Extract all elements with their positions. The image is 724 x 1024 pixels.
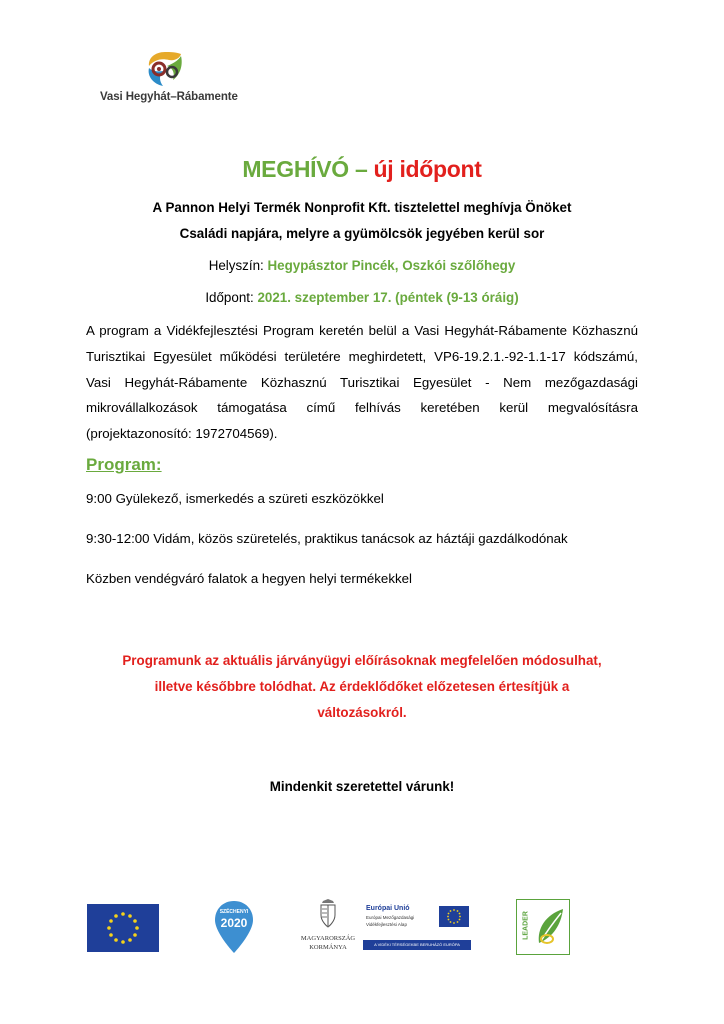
time-line — [0, 290, 724, 305]
eu-fund-banner: A VIDÉKI TÉRSÉGEKBE BERUHÁZÓ EURÓPA — [363, 940, 471, 950]
eu-fund-sub-1: Európai Mezőgazdasági — [366, 915, 415, 920]
szechenyi-year: 2020 — [220, 916, 248, 930]
notice-line-2: illetve későbbre tolódhat. Az érdeklődőket előzetesen értesítjük a — [154, 678, 570, 694]
location-label: Helyszín: — [208, 258, 264, 273]
coat-of-arms-icon — [318, 899, 338, 929]
intro-line-2: Családi napjára, melyre a gyümölcsök jegyében kerül sor — [179, 226, 545, 241]
location-line — [0, 258, 724, 273]
eu-flag-icon — [87, 904, 159, 952]
logo-text: Vasi Hegyhát–Rábamente — [100, 91, 238, 103]
notice-text — [0, 648, 724, 725]
government-line-2: KORMÁNYA — [309, 944, 347, 951]
eu-agricultural-fund-logo — [363, 902, 471, 954]
notice-line-3: változásokról. — [317, 704, 407, 720]
time-label: Időpont: — [205, 290, 254, 305]
szechenyi-2020-logo — [213, 899, 255, 955]
eu-fund-sub-2: Vidékfejlesztési Alap — [366, 922, 407, 927]
hungarian-government-logo — [298, 899, 358, 957]
eu-flag-small-icon — [439, 906, 469, 927]
intro-line-1: A Pannon Helyi Termék Nonprofit Kft. tisztelettel meghívja Önöket — [152, 200, 572, 215]
government-line-1: MAGYARORSZÁG — [300, 935, 356, 942]
title-main: MEGHÍVÓ – — [242, 156, 368, 182]
eu-fund-title: Európai Unió — [366, 905, 410, 912]
description-paragraph: A program a Vidékfejlesztési Program keretén belül a Vasi Hegyhát-Rábamente Közhasznú Turisztikai Egyesület működési területére meghirdetett, VP6-19.2.1.-92-1.1-17 kódszámú, Vasi Hegyhát-Rábamente Közhasznú Turisztikai Egyesület - Nem mezőgazdasági mikrovállalkozások támogatása című felhívás keretében kerül megvalósításra (projektazonosító: 1972704569). — [86, 323, 638, 442]
program-heading: Program: — [86, 455, 162, 474]
notice-line-1: Programunk az aktuális járványügyi előírásoknak megfelelően módosulhat, — [122, 653, 602, 668]
szechenyi-label: SZÉCHENYI — [219, 909, 249, 915]
time-value: 2021. szeptember 17. (péntek (9-13 óráig) — [257, 290, 519, 305]
location-value: Hegypásztor Pincék, Oszkói szőlőhegy — [267, 258, 516, 273]
program-item: 9:00 Gyülekező, ismerkedés a szüreti eszközökkel — [86, 491, 384, 506]
leader-logo — [516, 899, 570, 955]
swirl-logo-icon — [145, 50, 185, 88]
program-item: Közben vendégváró falatok a hegyen helyi termékekkel — [86, 571, 412, 586]
leader-label: LEADER — [522, 911, 530, 940]
page-title — [0, 156, 724, 183]
closing-text: Mindenkit szeretettel várunk! — [269, 779, 455, 794]
leaf-icon — [533, 905, 567, 949]
program-item: 9:30-12:00 Vidám, közös szüretelés, praktikus tanácsok az háztáji gazdálkodónak — [86, 531, 568, 546]
title-new-date: új időpont — [373, 156, 482, 182]
